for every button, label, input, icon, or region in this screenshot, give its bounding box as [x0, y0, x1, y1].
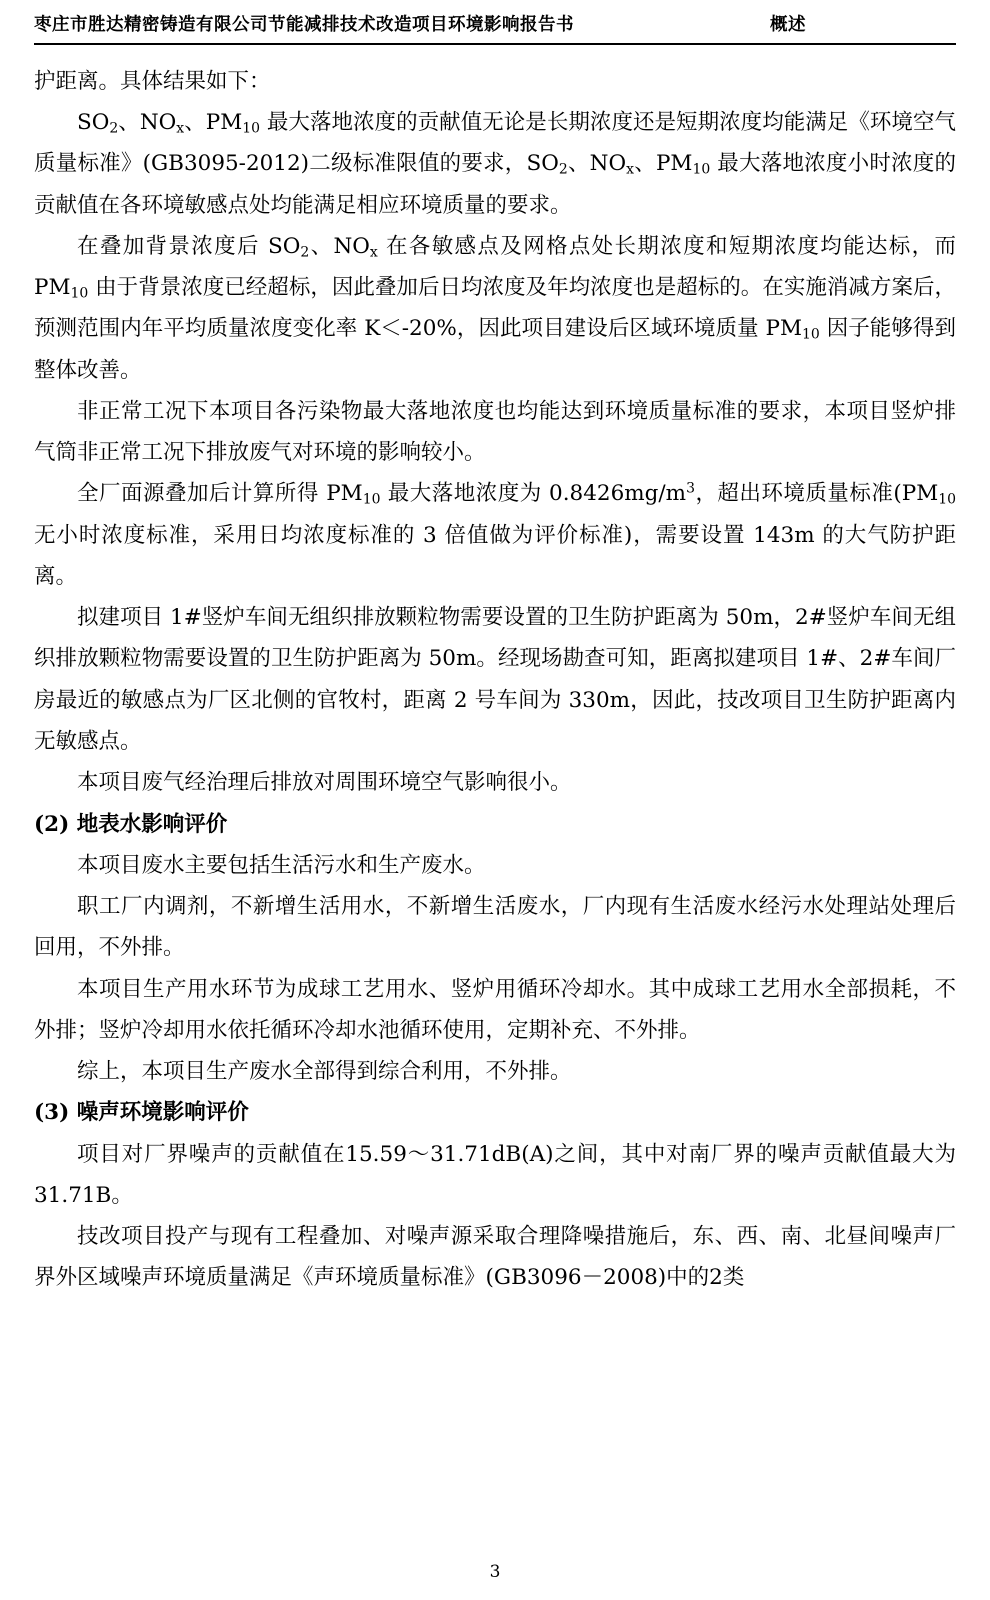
paragraph: 本项目废水主要包括生活污水和生产废水。: [77, 852, 486, 878]
page-number: 3: [489, 1562, 501, 1582]
paragraph: (2) 地表水影响评价: [34, 811, 228, 837]
paragraph: 本项目废气经治理后排放对周围环境空气影响很小。: [77, 770, 572, 796]
paragraph: 职工厂内调剂，不新增生活用水，不新增生活废水，厂内现有生活废水经污水处理站处理后回用，不外排。: [34, 894, 956, 961]
paragraph: $SO_2$、$NO_x$、$PM_{10}$ 最大落地浓度的贡献值无论是长期浓度还是短期浓度均能满足《环境空气质量标准》(GB3095-2012)二级标准限值的要求，$SO_2$、$NO_x$、$PM_{10}$ 最大落地浓度小时浓度的贡献值在各环境敏感点处均能满足相应环境质量的要求。: [34, 110, 956, 218]
paragraph: 非正常工况下本项目各污染物最大落地浓度也均能达到环境质量标准的要求，本项目竖炉排气筒非正常工况下排放废气对环境的影响较小。: [34, 398, 956, 466]
paragraph: 在叠加背景浓度后 $SO_2$、$NO_x$ 在各敏感点及网格点处长期浓度和短期浓度均能达标，而 $PM_{10}$ 由于背景浓度已经超标，因此叠加后日均浓度及年均浓度也是超标的。在实施消减方案后，预测范围内年平均质量浓度变化率 K＜-20%，因此项目建设后区域环境质量 $PM_{10}$ 因子能够得到整体改善。: [34, 233, 956, 383]
document-body: [34, 61, 956, 1299]
paragraph: 拟建项目 1#竖炉车间无组织排放颗粒物需要设置的卫生防护距离为 50m，2#竖炉车间无组织排放颗粒物需要设置的卫生防护距离为 50m。经现场勘查可知，距离拟建项目 1#、2#车间厂房最近的敏感点为厂区北侧的官牧村，距离 2 号车间为 330m，因此，技改项目卫生防护距离内无敏感点。: [34, 605, 956, 754]
paragraph: (3) 噪声环境影响评价: [34, 1100, 249, 1126]
header-title: 枣庄市胜达精密铸造有限公司节能减排技术改造项目环境影响报告书: [34, 15, 574, 35]
paragraph: 项目对厂界噪声的贡献值在15.59～31.71dB(A)之间，其中对南厂界的噪声贡献值最大为31.71B。: [34, 1141, 956, 1208]
paragraph: 综上，本项目生产废水全部得到综合利用，不外排。: [77, 1059, 572, 1085]
paragraph: 本项目生产用水环节为成球工艺用水、竖炉用循环冷却水。其中成球工艺用水全部损耗，不外排；竖炉冷却用水依托循环冷却水池循环使用，定期补充、不外排。: [34, 976, 956, 1043]
page-header: [34, 14, 956, 45]
paragraph: 护距离。具体结果如下：: [34, 68, 271, 94]
paragraph: 技改项目投产与现有工程叠加、对噪声源采取合理降噪措施后，东、西、南、北昼间噪声厂界外区域噪声环境质量满足《声环境质量标准》(GB3096－2008)中的2类: [34, 1224, 956, 1291]
paragraph: 全厂面源叠加后计算所得 $PM_{10}$ 最大落地浓度为 $0.8426mg/m^3$，超出环境质量标准($PM_{10}$ 无小时浓度标准，采用日均浓度标准的 3 倍值做为评价标准)，需要设置 143m 的大气防护距离。: [34, 480, 956, 589]
page-footer: [0, 1562, 990, 1582]
header-section: 概述: [770, 15, 806, 35]
